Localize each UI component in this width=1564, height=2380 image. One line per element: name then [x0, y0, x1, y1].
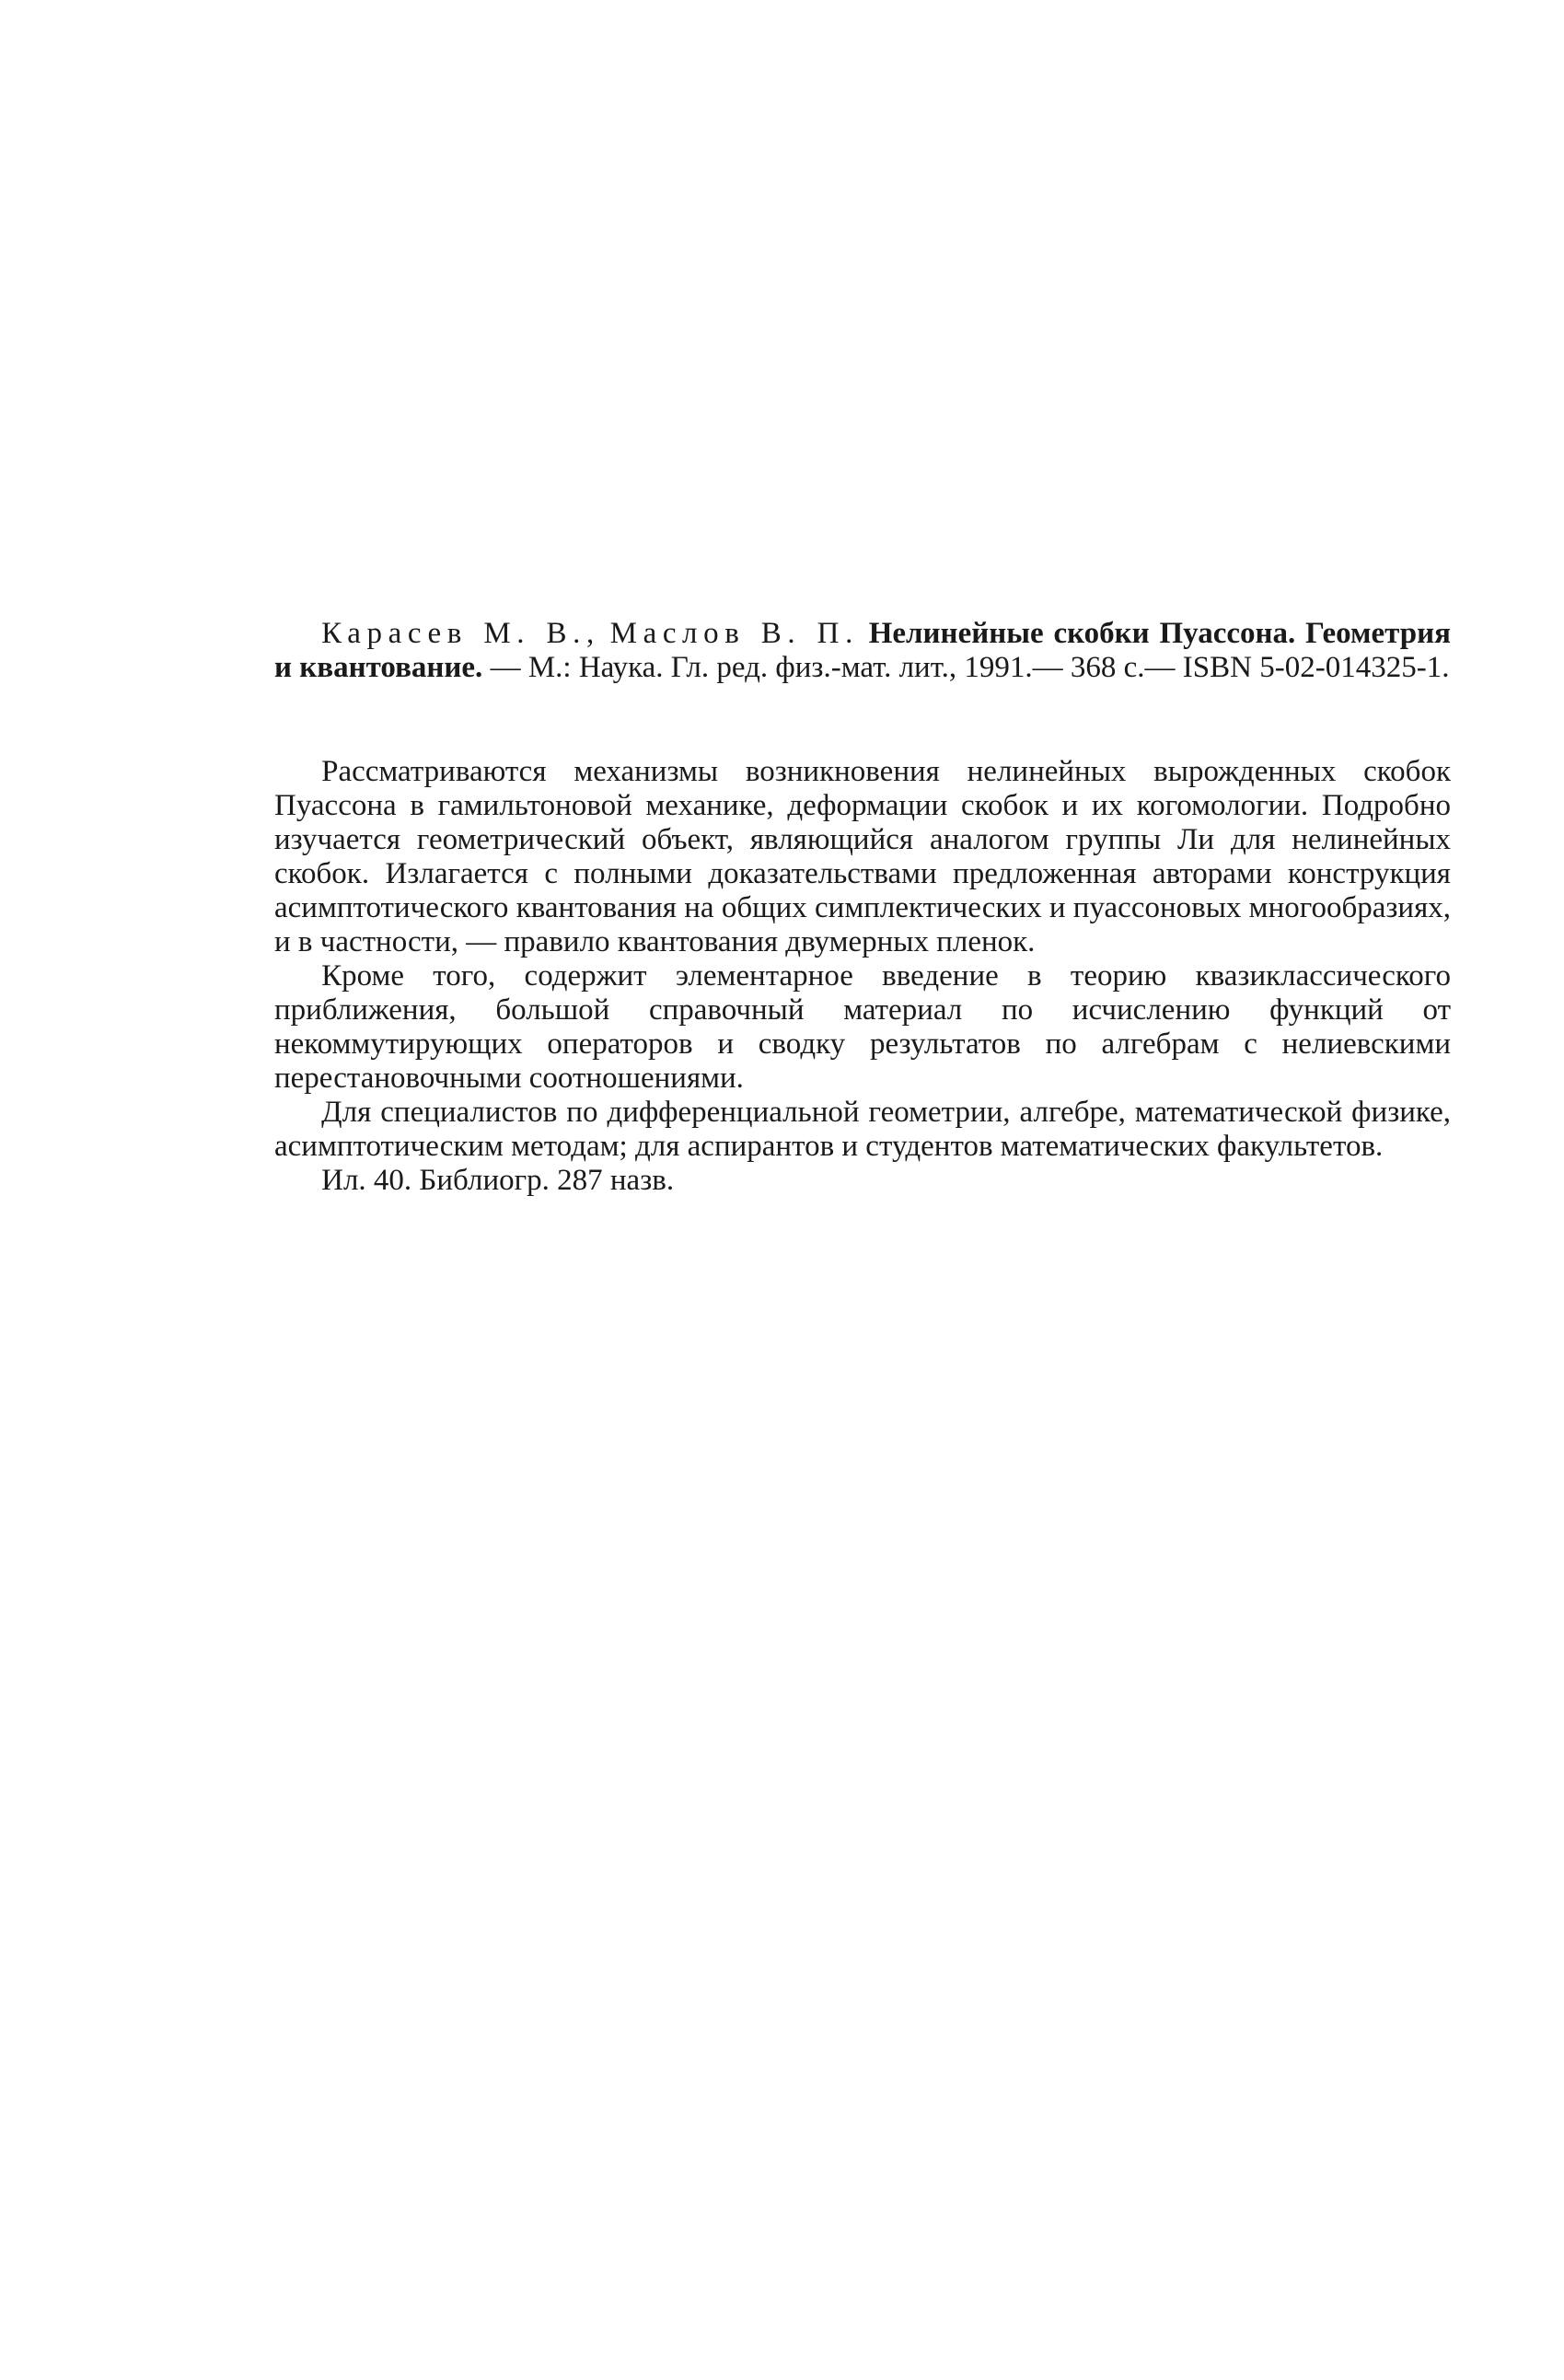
- book-title: Нелинейные скобки Пуассона. Геометрия и квантование.: [274, 617, 1452, 684]
- abstract-paragraph-1: Рассматриваются механизмы возникновения нелинейных вырожденных скобок Пуассона в гамильтоновой механике, деформации скобок и их когомологии. Подробно изучается геометрический объект, являющийся аналогом группы Ли для нелинейных скобок. Излагается с полными доказательствами предложенная авторами конструкция асимптотического квантования на общих симплектических и пуассоновых многообразиях, и в частности, — правило квантования двумерных пленок.: [274, 755, 1451, 958]
- citation-paragraph: [274, 617, 1451, 685]
- bibliographic-citation: [274, 617, 1451, 685]
- author-karasev: Карасев М. В.,: [321, 617, 600, 650]
- abstract-paragraph-2: Кроме того, содержит элементарное введение в теорию квазиклассического приближения, большой справочный материал по исчислению функций от некоммутирующих операторов и сводку результатов по алгебрам с нелиевскими перестановочными соотношениями.: [274, 959, 1451, 1095]
- illustrations-bibliography-note: Ил. 40. Библиогр. 287 назв.: [321, 1164, 675, 1197]
- abstract-paragraph-3: Для специалистов по дифференциальной геометрии, алгебре, математической физике, асимптотическим методам; для аспирантов и студентов математических факультетов.: [274, 1096, 1451, 1163]
- abstract: [274, 755, 1451, 1198]
- imprint: — М.: Наука. Гл. ред. физ.-мат. лит., 1991.— 368 с.— ISBN 5-02-014325-1.: [490, 651, 1450, 684]
- author-maslov: Маслов В. П.: [609, 617, 859, 650]
